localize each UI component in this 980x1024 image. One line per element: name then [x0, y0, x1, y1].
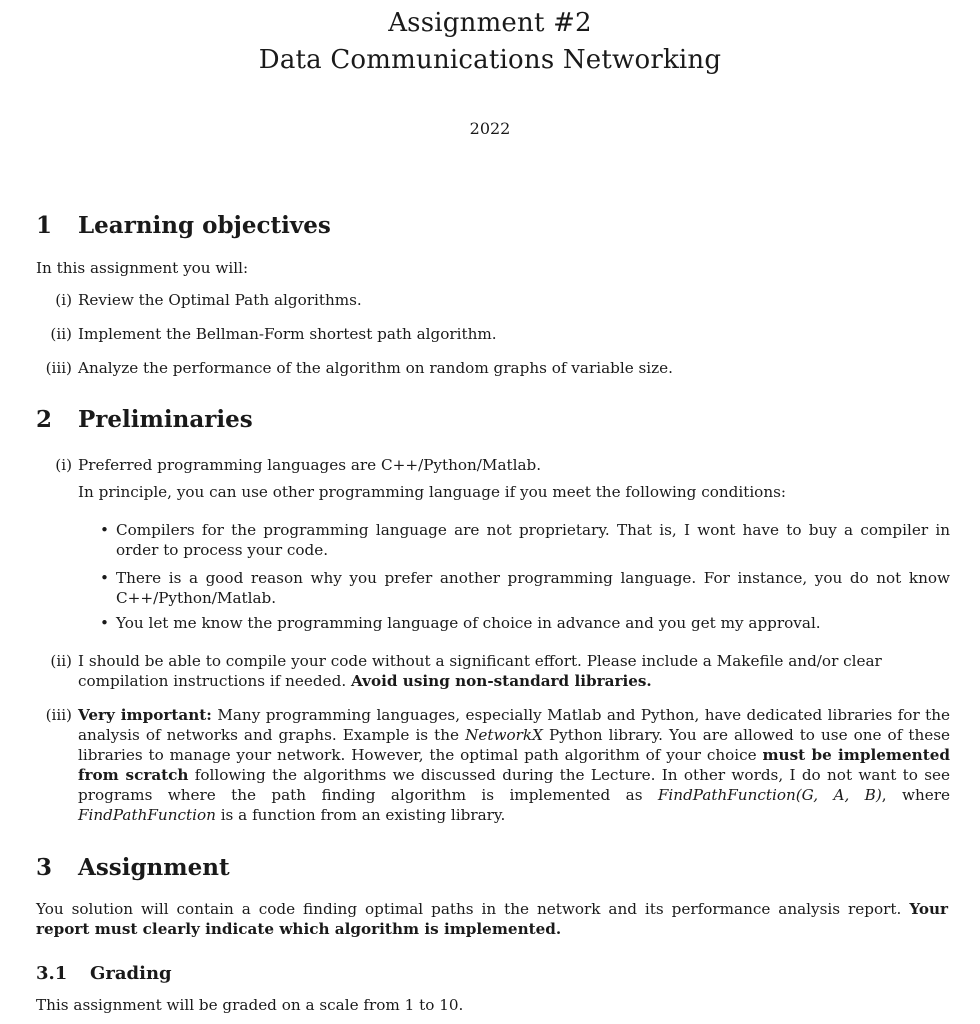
important-text: Python library. You are allowed to use one of these libraries to manage your network. However, the optimal path algorithm of your choice — [78, 726, 951, 764]
library-name: NetworkX — [465, 726, 543, 744]
subsection-3-1-heading — [36, 963, 172, 984]
bullet-item — [100, 568, 950, 608]
list-label: (ii) — [50, 325, 72, 343]
section-title: Preliminaries — [78, 406, 253, 433]
function-call: FindPathFunction(G, A, B) — [657, 786, 882, 804]
bullet-item — [100, 520, 950, 560]
important-label: Very important: — [78, 706, 212, 724]
subsection-title: Grading — [90, 963, 172, 984]
document-subtitle: Data Communications Networking — [258, 45, 722, 75]
bullet-icon: • — [100, 521, 109, 539]
list-text: Preferred programming languages are C++/Python/Matlab. — [78, 456, 542, 474]
list-text — [78, 705, 950, 825]
document-title: Assignment #2 — [388, 8, 592, 38]
list-item — [36, 324, 946, 344]
section-number: 3 — [36, 854, 53, 881]
list-label: (ii) — [50, 652, 72, 670]
section-3-heading — [36, 854, 230, 881]
list-item — [36, 455, 950, 475]
important-text: Many programming languages, especially Matlab and Python, have dedicated libraries for the analysis of networks and graphs. Example is the — [78, 706, 951, 744]
assignment-bold: Your report must clearly indicate which algorithm is implemented. — [36, 900, 949, 938]
important-text: following the algorithms we discussed during the Lecture. In other words, I do not want to see programs where the path finding algorithm is implemented as — [78, 766, 950, 804]
section-number: 1 — [36, 212, 53, 239]
bullet-item — [100, 613, 950, 633]
list-label: (iii) — [45, 359, 72, 377]
list-item — [36, 290, 946, 310]
section-2-heading — [36, 406, 253, 433]
bullet-text: You let me know the programming language of choice in advance and you get my approval. — [116, 614, 821, 632]
bullet-icon: • — [100, 614, 109, 632]
list-label: (iii) — [45, 706, 72, 724]
section-1-heading — [36, 212, 331, 239]
list-label: (i) — [55, 456, 72, 474]
list-text: Implement the Bellman-Form shortest path algorithm. — [78, 325, 497, 343]
bullet-text: There is a good reason why you prefer another programming language. For instance, you do not know C++/Python/Matlab. — [116, 569, 950, 607]
compile-text: I should be able to compile your code without a significant effort. Please include a Makefile and/or clear compilation instructions if needed. — [78, 652, 882, 690]
list-item — [36, 651, 950, 691]
important-text: is a function from an existing library. — [220, 806, 506, 824]
function-name: FindPathFunction — [78, 806, 216, 824]
bullet-icon: • — [100, 569, 109, 587]
section-number: 2 — [36, 406, 53, 433]
list-item — [36, 358, 946, 378]
section-title: Learning objectives — [78, 212, 331, 239]
list-text — [78, 651, 950, 691]
scratch-emphasis: must be implemented from scratch — [78, 746, 950, 784]
list-label: (i) — [55, 291, 72, 309]
bullet-text: Compilers for the programming language are not proprietary. That is, I wont have to buy a compiler in order to process your code. — [116, 521, 950, 559]
conditions-intro: In principle, you can use other programming language if you meet the following conditions: — [78, 483, 787, 501]
section-title: Assignment — [78, 854, 230, 881]
grading-text: This assignment will be graded on a scale from 1 to 10. — [36, 996, 464, 1014]
list-text: Review the Optimal Path algorithms. — [78, 291, 362, 309]
subsection-number: 3.1 — [36, 963, 68, 984]
assignment-text: You solution will contain a code finding optimal paths in the network and its performance analysis report. — [36, 900, 902, 918]
important-text: , where — [881, 786, 950, 804]
document-date: 2022 — [469, 119, 511, 138]
section-3-text — [36, 899, 948, 939]
compile-bold: Avoid using non-standard libraries. — [351, 672, 652, 690]
list-item — [36, 705, 950, 825]
list-text: Analyze the performance of the algorithm on random graphs of variable size. — [78, 359, 673, 377]
section-1-intro: In this assignment you will: — [36, 259, 249, 277]
